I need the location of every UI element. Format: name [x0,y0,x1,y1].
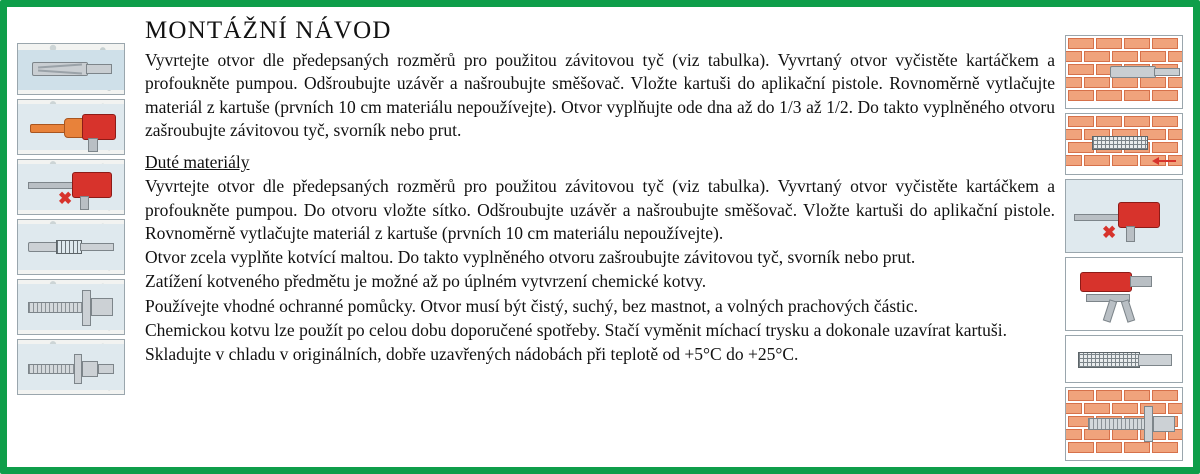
instructions-body [145,49,1055,367]
illustration-drilling-hole-in-concrete [17,43,125,95]
paragraph-shelf-use: Chemickou kotvu lze použít po celou dobu doporučené spotřeby. Stačí vyměnit míchací trysku a dokonale uzavírat kartuši. [145,319,1007,340]
illustration-inserting-threaded-rod-concrete [17,279,125,335]
forbidden-x-icon: ✖ [58,189,73,208]
illustration-drilling-hole-hollow-brick [1065,35,1183,109]
illustration-do-not-overfill-concrete [17,159,125,215]
illustration-injecting-resin-hollow-brick [1065,179,1183,253]
illustration-anchor-sleeve-detail [1065,335,1183,383]
page-title: MONTÁŽNÍ NÁVOD [145,17,392,44]
forbidden-x-icon-2: ✖ [1102,223,1117,242]
paragraph-hollow-procedure: Vyvrtejte otvor dle předepsaných rozměrů pro použitou závitovou tyč (viz tabulka). Vyvrtaný otvor vyčistěte kartáčkem a profoukněte pumpou. Do otvoru vložte sítko. Odšroubujte uzávěr a našroubujte směšovač. Vložte kartuši do aplikační pistole. Rovnoměrně vytlačujte materiál z kartuše (prvních 10 cm materiálu nepoužívejte). [145,176,1055,243]
illustration-applicator-gun-cartridge [1065,257,1183,331]
illustration-inserting-sleeve-hollow-brick [1065,113,1183,175]
illustration-injecting-resin-concrete [17,99,125,155]
paragraph-protective-equipment: Používejte vhodné ochranné pomůcky. Otvor musí být čistý, suchý, bez mastnot, a volných prachových částic. [145,295,919,316]
paragraph-storage: Skladujte v chladu v originálních, dobře uzavřených nádobách při teplotě od +5°C do +25°C. [145,344,799,365]
right-illustration-column [1065,35,1185,465]
direction-arrow-icon [1158,160,1176,162]
subheading-hollow-materials: Duté materiály [145,152,250,173]
paragraph-fill-hole: Otvor zcela vyplňte kotvící maltou. Do takto vyplněného otvoru zašroubujte závitovou tyč, svorník nebo prut. [145,247,916,268]
illustration-threaded-rod-hollow-brick [1065,387,1183,461]
illustration-cleaning-hole-brush [17,219,125,275]
paragraph-concrete-procedure: Vyvrtejte otvor dle předepsaných rozměrů pro použitou závitovou tyč (viz tabulka). Vyvrtaný otvor vyčistěte kartáčkem a profoukněte pumpou. Odšroubujte uzávěr a našroubujte směšovač. Vložte kartuši do aplikační pistole. Rovnoměrně vytlačujte materiál z kartuše (prvních 10 cm materiálu nepoužívejte). Otvor vyplňujte ode dna až do 1/3 až 1/2. Do takto vyplněného otvoru zašroubujte závitovou tyč, svorník nebo prut. [145,50,1055,140]
left-illustration-column [17,43,127,463]
paragraph-load-after-cure: Zatížení kotveného předmětu je možné až po úplném vytvrzení chemické kotvy. [145,271,707,292]
sheet-inner [7,7,1193,467]
illustration-fixing-element-concrete [17,339,125,395]
